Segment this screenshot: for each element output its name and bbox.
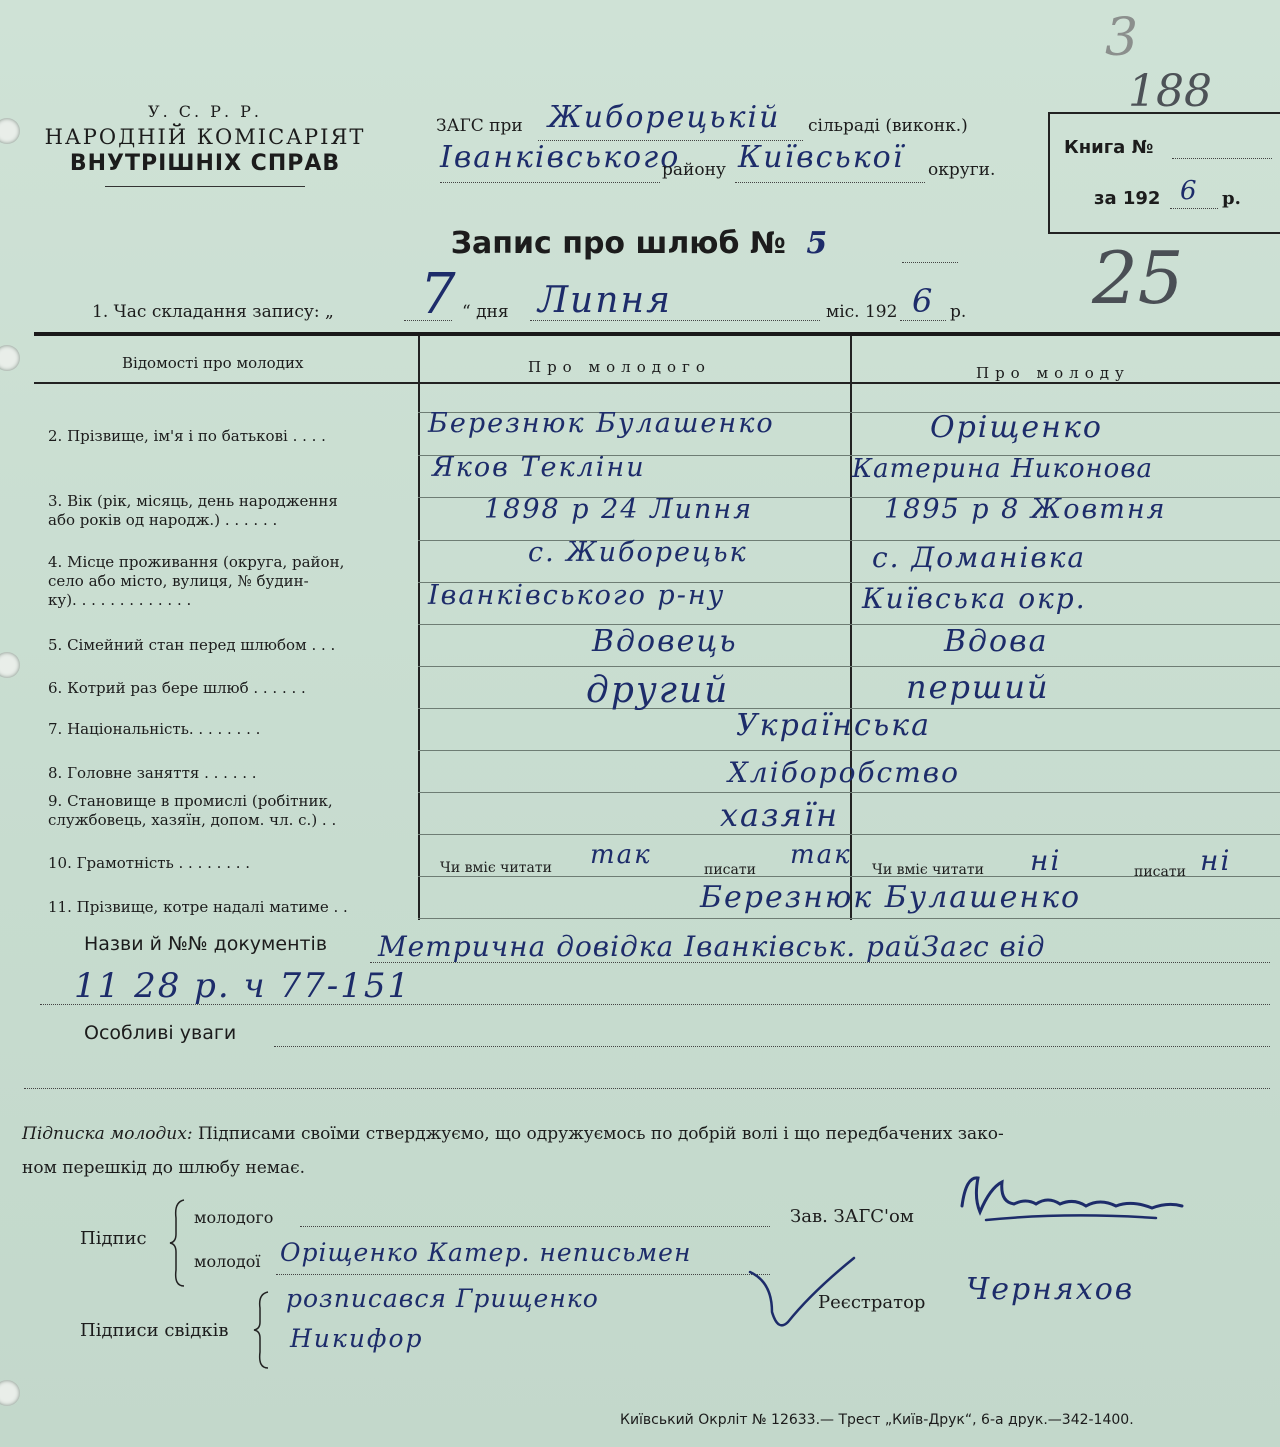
record-number-handwritten: 5 — [806, 226, 830, 261]
record-number-fill-line — [902, 262, 958, 263]
margin-note-handwritten: 3 — [1105, 8, 1139, 68]
bride-given-names-handwritten: Катерина Никонова — [852, 454, 1153, 484]
row-line — [418, 624, 1280, 625]
bride-surname-handwritten: Оріщенко — [930, 410, 1103, 445]
bride-signature-label: молодої — [194, 1252, 261, 1271]
bride-read-label: Чи вміє читати — [872, 862, 984, 878]
signature-brace — [168, 1198, 188, 1288]
margin-note-handwritten: 188 — [1128, 66, 1212, 117]
row-label-future-surname: 11. Прізвище, котре надалі матиме . . — [48, 898, 348, 916]
bride-marriage-count-handwritten: перший — [906, 668, 1050, 706]
district-fill-line — [440, 182, 660, 183]
occupation-handwritten: Хліборобство — [728, 756, 960, 789]
bride-signature-line — [276, 1274, 770, 1275]
groom-residence-handwritten: с. Жиборецьк — [528, 537, 748, 568]
book-year-handwritten: 6 — [1180, 176, 1199, 206]
row-line — [418, 918, 1280, 919]
column-divider — [850, 336, 852, 920]
documents-handwritten-line1: Метрична довідка Іванківськ. райЗагс від — [378, 930, 1046, 963]
row-label-marital-status: 5. Сімейний стан перед шлюбом . . . — [48, 636, 336, 654]
zags-label: ЗАГС при — [436, 116, 523, 136]
bride-marital-status-handwritten: Вдова — [944, 624, 1049, 659]
commissariat-label: НАРОДНІЙ КОМІСАРІЯТ — [44, 125, 366, 149]
declaration-body: Підписами своїми стверджуємо, що одружуємось по добрій волі і що передбачених зако- — [197, 1124, 1004, 1144]
groom-signature-label: молодого — [194, 1208, 274, 1227]
row-label-industry-position: 9. Становище в промислі (робітник, службовець, хазяїн, допом. чл. с.) . . — [48, 792, 337, 829]
groom-read-label: Чи вміє читати — [440, 860, 552, 876]
punch-hole — [0, 1380, 20, 1406]
groom-birth-handwritten: 1898 р 24 Липня — [484, 494, 754, 525]
bride-write-label: писати — [1134, 864, 1186, 880]
time-label: 1. Час складання запису: „ — [92, 302, 334, 322]
bride-write-handwritten: ні — [1200, 844, 1232, 877]
bride-district-handwritten: Київська окр. — [862, 582, 1087, 615]
row-label-residence: 4. Місце проживання (округа, район, село або місто, вулиця, № будин- ку). . . . . . . . . . . . . — [48, 553, 345, 609]
okrug-label: округи. — [928, 160, 996, 180]
book-year-suffix: р. — [1222, 188, 1241, 209]
district-label: району — [662, 160, 726, 180]
groom-write-handwritten: так — [790, 840, 852, 870]
witnesses-brace — [252, 1290, 272, 1370]
book-number-label: Книга № — [1064, 137, 1154, 158]
month-fill-line — [530, 320, 820, 321]
column-header-info: Відомості про молодих — [122, 354, 304, 372]
documents-handwritten-line2: 11 28 р. ч 77-151 — [74, 966, 412, 1006]
groom-district-handwritten: Іванківського р-ну — [428, 580, 726, 611]
year-fill-line — [900, 320, 946, 321]
nationality-handwritten: Українська — [736, 708, 931, 743]
groom-surname-handwritten: Березнюк Булашенко — [428, 408, 775, 439]
punch-hole — [0, 345, 20, 371]
divider — [105, 186, 305, 187]
district-handwritten: Іванківського — [440, 140, 681, 175]
table-top-rule — [34, 332, 1280, 336]
groom-given-names-handwritten: Яков Текліни — [432, 452, 646, 483]
notes-fill-line — [24, 1088, 1270, 1089]
zags-head-signature — [956, 1168, 1186, 1238]
witness-handwritten-line1: розписався Грищенко — [286, 1284, 599, 1313]
documents-label: Назви й №№ документів — [84, 933, 328, 955]
day-fill-line — [404, 320, 452, 321]
declaration-text-line1 — [22, 1124, 1004, 1144]
declaration-text-line2: ном перешкід до шлюбу немає. — [22, 1158, 306, 1178]
column-divider — [418, 336, 420, 920]
okrug-fill-line — [735, 182, 925, 183]
book-year-fill-line — [1170, 208, 1218, 209]
punch-hole — [0, 652, 20, 678]
record-title-text: Запис про шлюб № — [450, 226, 786, 261]
future-surname-handwritten: Березнюк Булашенко — [700, 880, 1082, 915]
column-header-bride: Про молоду — [976, 364, 1130, 382]
ministry-label: ВНУТРІШНІХ СПРАВ — [69, 151, 341, 176]
council-label: сільраді (виконк.) — [808, 116, 968, 136]
table-header-rule — [34, 382, 1280, 384]
bride-birth-handwritten: 1895 р 8 Жовтня — [884, 494, 1167, 525]
issuer-block — [30, 102, 380, 187]
row-line — [418, 666, 1280, 667]
notes-fill-line — [274, 1046, 1270, 1047]
punch-hole — [0, 118, 20, 144]
margin-note-handwritten: 25 — [1092, 236, 1184, 320]
book-box — [1048, 112, 1280, 234]
notes-label: Особливі уваги — [84, 1022, 237, 1044]
bride-signature-handwritten: Оріщенко Катер. неписьмен — [280, 1238, 692, 1267]
row-line — [418, 750, 1280, 751]
groom-write-label: писати — [704, 862, 756, 878]
year-handwritten: 6 — [912, 282, 935, 320]
signature-label: Підпис — [80, 1228, 147, 1249]
okrug-handwritten: Київської — [738, 140, 905, 175]
day-handwritten: 7 — [420, 262, 458, 327]
year-suffix: р. — [950, 302, 967, 322]
month-handwritten: Липня — [538, 280, 672, 321]
book-number-fill-line — [1172, 158, 1272, 159]
witnesses-label: Підписи свідків — [80, 1320, 229, 1341]
book-year-label: за 192 — [1094, 188, 1161, 209]
row-label-nationality: 7. Національність. . . . . . . . — [48, 720, 261, 738]
industry-position-handwritten: хазяїн — [720, 796, 840, 834]
column-header-groom: Про молодого — [528, 358, 711, 376]
zags-village-handwritten: Жиборецькій — [548, 100, 781, 135]
groom-marriage-count-handwritten: другий — [586, 670, 730, 711]
zags-head-label: Зав. ЗАГС'ом — [790, 1206, 914, 1227]
declaration-lead: Підписка молодих: — [22, 1124, 193, 1144]
row-line — [418, 834, 1280, 835]
row-label-name: 2. Прізвище, ім'я і по батькові . . . . — [48, 427, 326, 445]
groom-marital-status-handwritten: Вдовець — [592, 624, 738, 659]
record-title — [0, 226, 1280, 261]
registrar-label: Реєстратор — [818, 1292, 926, 1313]
bride-read-handwritten: ні — [1030, 844, 1062, 877]
ussr-label: У. С. Р. Р. — [148, 102, 262, 121]
groom-signature-line — [300, 1226, 770, 1227]
printer-imprint: Київський Окрліт № 12633.— Трест „Київ-Друк“, 6-а друк.—342-1400. — [620, 1412, 1134, 1428]
registrar-signature-handwritten: Черняхов — [966, 1272, 1135, 1307]
row-label-marriage-count: 6. Котрий раз бере шлюб . . . . . . — [48, 679, 306, 697]
month-label: міс. 192 — [826, 302, 898, 322]
documents-fill-line — [40, 1004, 1270, 1005]
row-line — [418, 792, 1280, 793]
bride-residence-handwritten: с. Доманівка — [872, 541, 1087, 574]
row-label-age: 3. Вік (рік, місяць, день народження або років од народж.) . . . . . . — [48, 492, 338, 529]
groom-read-handwritten: так — [590, 840, 652, 870]
witness-handwritten-line2: Никифор — [290, 1324, 424, 1353]
day-label: “ дня — [462, 302, 509, 322]
row-label-occupation: 8. Головне заняття . . . . . . — [48, 764, 257, 782]
row-label-literacy: 10. Грамотність . . . . . . . . — [48, 854, 251, 872]
